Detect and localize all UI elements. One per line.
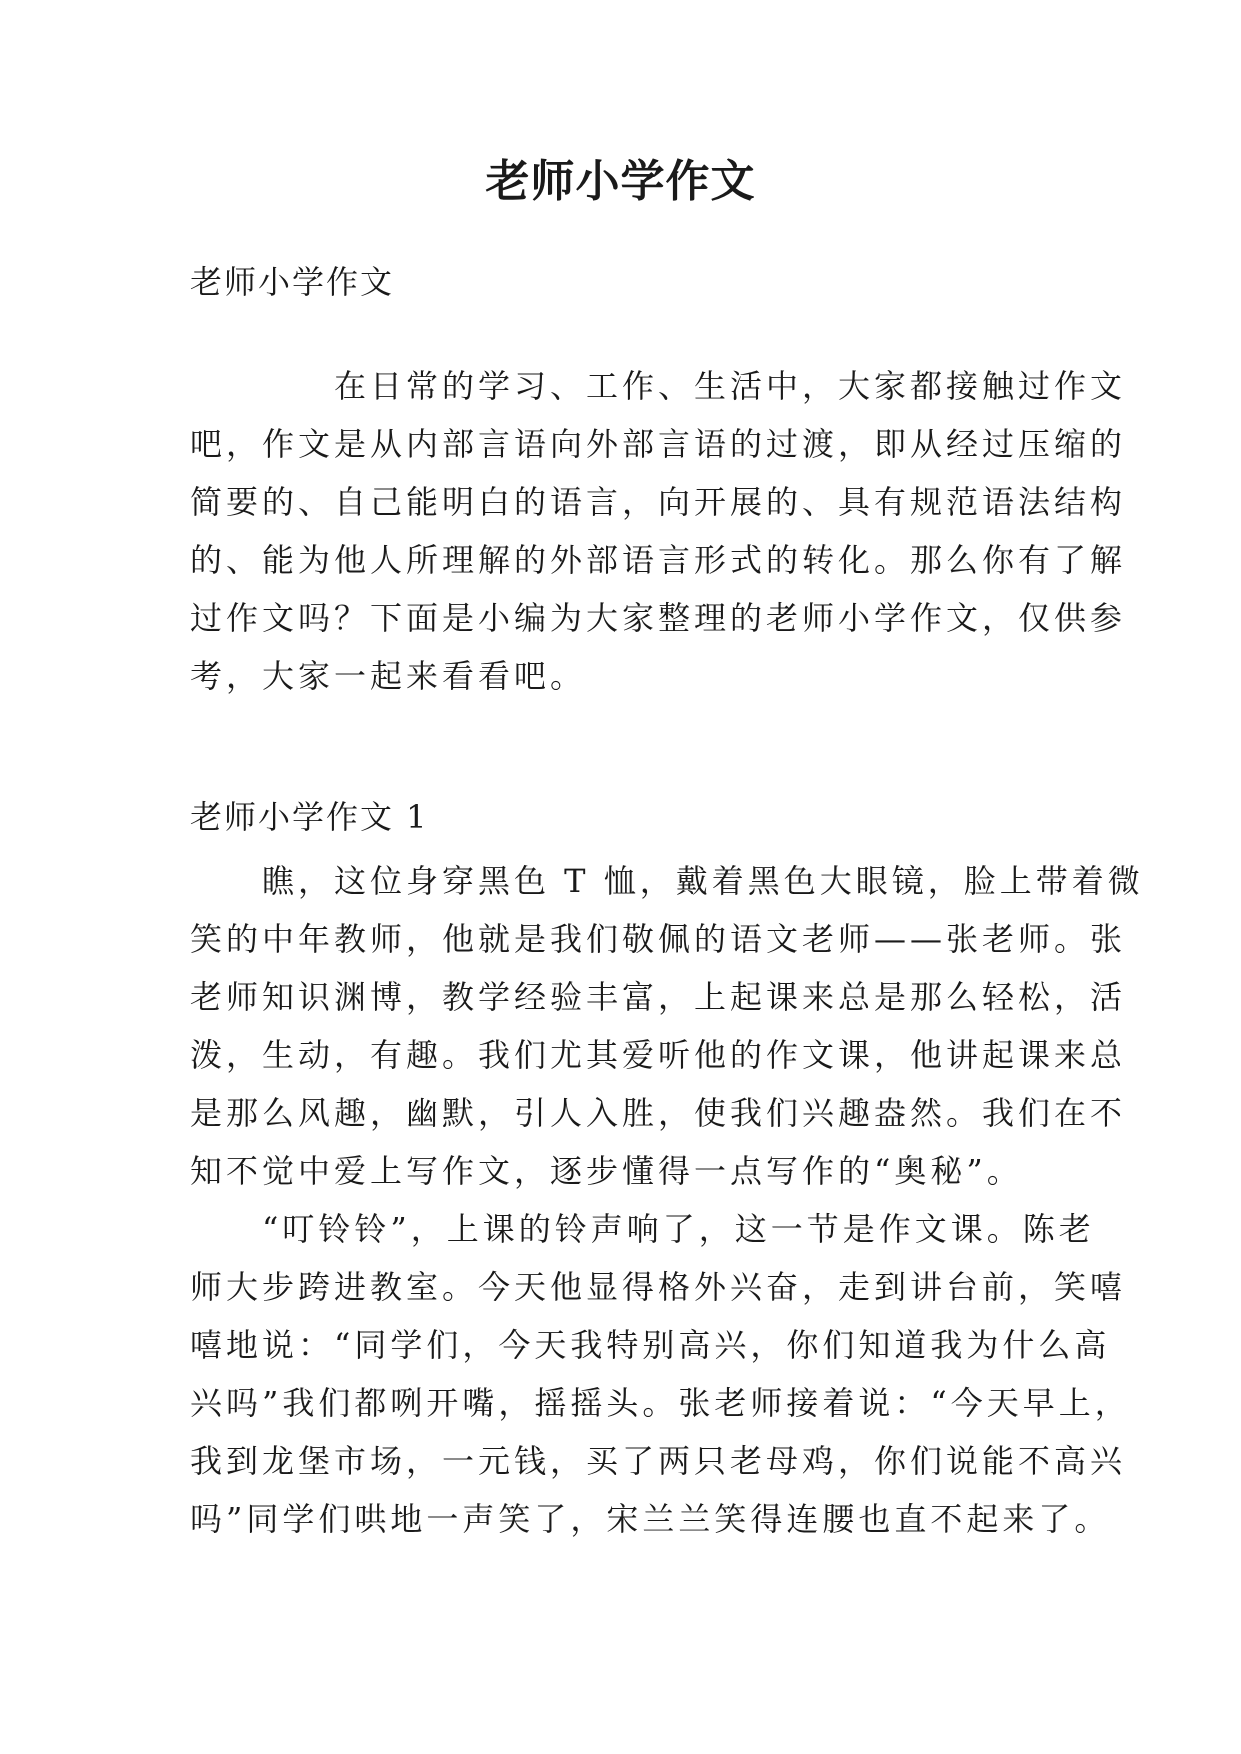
text-line: 老师知识渊博，教学经验丰富，上起课来总是那么轻松，活 [190,978,1127,1016]
text-line: 是那么风趣，幽默，引人入胜，使我们兴趣盎然。我们在不 [190,1094,1127,1132]
text-line: 师大步跨进教室。今天他显得格外兴奋，走到讲台前，笑嘻 [190,1268,1127,1306]
text-line: 我到龙堡市场，一元钱，买了两只老母鸡，你们说能不高兴 [190,1442,1127,1480]
text-line: 在日常的学习、工作、生活中，大家都接触过作文 [190,367,1127,405]
section-paragraph-2 [190,1200,1131,1548]
document-title: 老师小学作文 [485,156,756,207]
text-line: 嘻地说：“同学们，今天我特别高兴，你们知道我为什么高 [190,1326,1111,1364]
text-line: “叮铃铃”，上课的铃声响了，这一节是作文课。陈老 [190,1210,1095,1248]
text-line: 瞧，这位身穿黑色 T 恤，戴着黑色大眼镜，脸上带着微 [190,862,1144,900]
text-line: 泼，生动，有趣。我们尤其爱听他的作文课，他讲起课来总 [190,1036,1127,1074]
section-paragraph-1 [190,852,1144,1200]
text-line: 知不觉中爱上写作文，逐步懂得一点写作的“奥秘”。 [190,1152,1023,1190]
text-line: 笑的中年教师，他就是我们敬佩的语文老师——张老师。张 [190,920,1127,958]
text-line: 过作文吗？下面是小编为大家整理的老师小学作文，仅供参 [190,599,1127,637]
text-line: 吧，作文是从内部言语向外部言语的过渡，即从经过压缩的 [190,425,1127,463]
text-line: 兴吗”我们都咧开嘴，摇摇头。张老师接着说：“今天早上， [190,1384,1131,1422]
text-line: 简要的、自己能明白的语言，向开展的、具有规范语法结构 [190,483,1127,521]
text-line: 吗”同学们哄地一声笑了，宋兰兰笑得连腰也直不起来了。 [190,1500,1111,1538]
subtitle-heading: 老师小学作文 [190,263,395,301]
section-heading: 老师小学作文 1 [190,798,429,836]
intro-paragraph [190,357,1127,705]
text-line: 考，大家一起来看看吧。 [190,657,587,695]
text-line: 的、能为他人所理解的外部语言形式的转化。那么你有了解 [190,541,1127,579]
